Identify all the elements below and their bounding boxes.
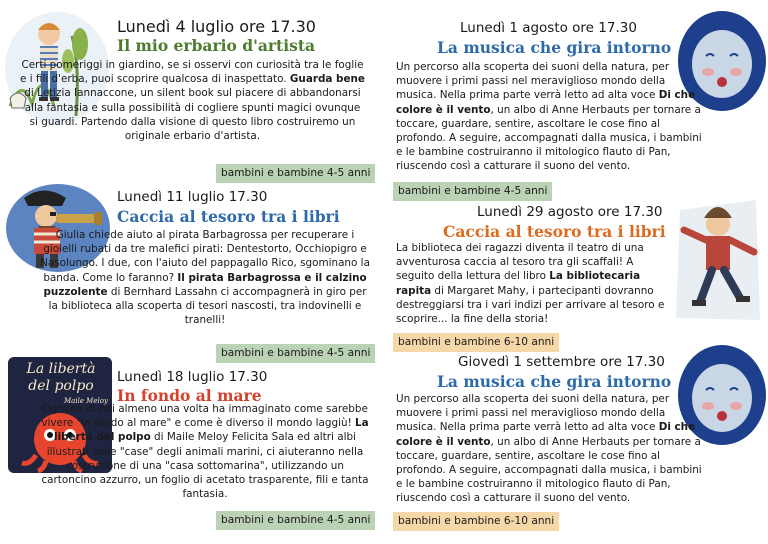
event-6-title: La musica che gira intorno [437, 372, 672, 391]
event-3-date: Lunedì 18 luglio 17.30 [117, 369, 268, 385]
cover-title: La libertà del polpo [26, 361, 96, 394]
event-2-date: Lunedì 11 luglio 17.30 [117, 189, 268, 205]
event-6-description: Un percorso alla scoperta dei suoni della natura, per muovere i primi passi nel meraviglioso mondo della musica. Nella prima parte verrà letto ad alta voce Di che colore è il vento, un albo di Anne Herbauts per tornare a toccare, guardare, sentire, ascoltare le cose fino al profondo. A seguire, accompagnati dalla musica, i bambini e le bambine costruiranno il mitologico flauto di Pan, riuscendo così a catturare il suono del vento. [396, 393, 702, 505]
event-5-description: La biblioteca dei ragazzi diventa il teatro di una avventurosa caccia al tesoro tra gli scaffali! A seguito della lettura del libro La bibliotecaria rapita di Margaret Mahy, i partecipanti dovranno destreggiarsi tra i vari indizi per arrivare al tesoro e scoprire... la fine della storia! [396, 242, 665, 326]
event-3-description: Ognuno di noi almeno una volta ha immaginato come sarebbe vivere "in fondo al mare" e come è diverso il mondo laggiù! La libertà del polpo di Maile Meloy Felicita Sala ed altri albi illustrati sulle "case" degli animali marini, ci aiuteranno nella costruzione di una "casa sottomarina", utilizzando un cartoncino azzurro, un foglio di acetato trasparente, fili e tanta fantasia. [41, 403, 369, 501]
cover-author: Maile Meloy [64, 397, 108, 405]
event-5-title: Caccia al tesoro tra i libri [443, 222, 666, 241]
event-4-age-tag: bambini e bambine 4-5 anni [393, 182, 552, 201]
event-1-description: Certi pomeriggi in giardino, se si osservi con curiosità tra le foglie e i fili d'erba, puoi scoprire qualcosa di inaspettato. Guarda bene di Letizia Iannaccone, un silent book sul piacere di abbandonarsi alla fantasia e sulla possibilità di cogliere spunti magici ovunque si guardi. Partendo dalla visione di questo libro costruiremo un originale erbario d'artista. [20, 59, 365, 143]
event-6-date: Giovedì 1 settembre ore 17.30 [458, 354, 665, 370]
event-4-description: Un percorso alla scoperta dei suoni della natura, per muovere i primi passi nel meraviglioso mondo della musica. Nella prima parte verrà letto ad alta voce Di che colore è il vento, un albo di Anne Herbauts per tornare a toccare, guardare, sentire, ascoltare le cose fino al profondo. A seguire, accompagnati dalla musica, i bambini e le bambine costruiranno il mitologico flauto di Pan, riuscendo così a catturare il suono del vento. [396, 61, 702, 173]
event-1-age-tag: bambini e bambine 4-5 anni [216, 164, 375, 183]
event-3-title: In fondo al mare [117, 386, 262, 405]
event-2-title: Caccia al tesoro tra i libri [117, 207, 340, 226]
event-3-age-tag: bambini e bambine 4-5 anni [216, 511, 375, 530]
event-2-age-tag: bambini e bambine 4-5 anni [216, 344, 375, 363]
event-1-title: Il mio erbario d'artista [117, 36, 316, 55]
event-4-date: Lunedì 1 agosto ore 17.30 [460, 20, 637, 36]
running-man-illustration [670, 190, 766, 330]
event-2-description: Giulia chiede aiuto al pirata Barbagrossa per recuperare i gioielli rubati da tre malefici pirati: Dentestorto, Occhiopigro e Nasolungo. I due, con l'aiuto del pappagallo Rico, sgominano la banda. Come lo faranno? Il pirata Barbagrossa e il calzino puzzolente di Bernhard Lassahn ci accompagnerà in giro per la biblioteca alla scoperta di tesori nascosti, tra indovinelli e tranelli! [40, 229, 370, 327]
event-4-title: La musica che gira intorno [437, 38, 672, 57]
event-1-date: Lunedì 4 luglio ore 17.30 [117, 17, 316, 36]
event-6-age-tag: bambini e bambine 6-10 anni [393, 512, 559, 531]
event-5-date: Lunedì 29 agosto ore 17.30 [477, 204, 663, 220]
event-5-age-tag: bambini e bambine 6-10 anni [393, 333, 559, 352]
